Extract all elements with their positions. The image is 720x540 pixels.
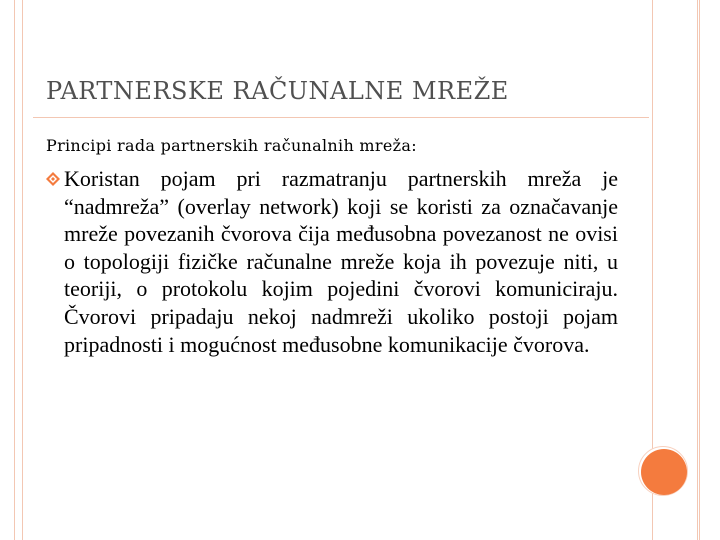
title-divider	[33, 117, 649, 118]
bullet-item	[46, 165, 618, 358]
decorative-circle	[641, 449, 687, 495]
frame-left-line	[22, 0, 23, 540]
orange-diamond-bullet-icon	[46, 172, 60, 186]
slide-subtitle: Principi rada partnerskih računalnih mreža:	[46, 136, 417, 155]
bullet-text: Koristan pojam pri razmatranju partnerskih mreža je “nadmreža” (overlay network) koji se koristi za označavanje mreže povezanih čvorova čija međusobna povezanost ne ovisi o topologiji fizičke računalne mreže koja ih povezuje niti, u teoriji, o protokolu kojim pojedini čvorovi komuniciraju. Čvorovi pripadaju nekoj nadmreži ukoliko postoji pojam pripadnosti i mogućnost međusobne komunikacije čvorova.	[64, 166, 618, 357]
slide-title: PARTNERSKE RAČUNALNE MREŽE	[46, 77, 509, 105]
